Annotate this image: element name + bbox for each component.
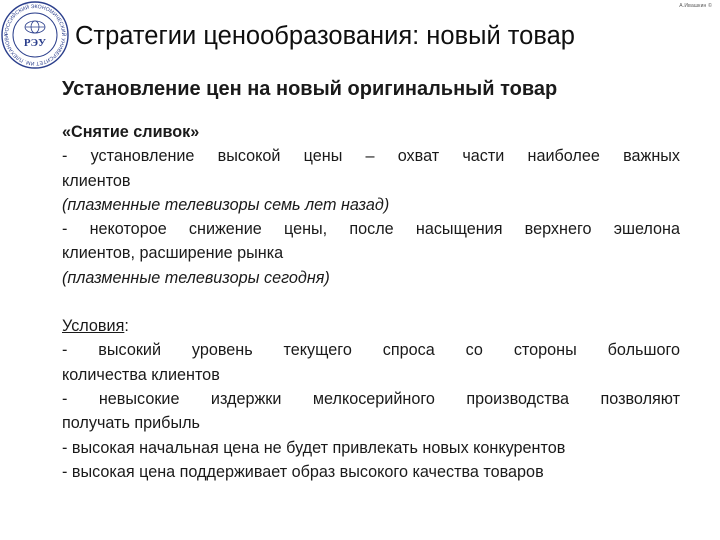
condition-2a: - невысокие издержки мелкосерийного производства позволяют bbox=[62, 389, 680, 408]
logo-initials: РЭУ bbox=[23, 37, 47, 49]
skimming-line-2b: клиентов, расширение рынка bbox=[62, 244, 284, 263]
skimming-note-2: (плазменные телевизоры сегодня) bbox=[62, 268, 330, 287]
globe-icon bbox=[25, 21, 45, 33]
skimming-line-1b: клиентов bbox=[62, 171, 131, 190]
logo-ring-text: РОССИЙСКИЙ ЭКОНОМИЧЕСКИЙ УНИВЕРСИТЕТ ИМ. ПЛЕХАНОВА bbox=[3, 3, 67, 67]
slide-body bbox=[62, 120, 680, 484]
condition-3: - высокая начальная цена не будет привлекать новых конкурентов bbox=[62, 438, 566, 457]
page-title: Стратегии ценообразования: новый товар bbox=[75, 22, 575, 50]
skimming-line-2a: - некоторое снижение цены, после насыщения верхнего эшелона bbox=[62, 220, 680, 239]
condition-4: - высокая цена поддерживает образ высокого качества товаров bbox=[62, 462, 544, 481]
conditions-colon: : bbox=[124, 317, 129, 336]
skimming-note-1: (плазменные телевизоры семь лет назад) bbox=[62, 195, 390, 214]
university-logo bbox=[0, 0, 70, 70]
condition-1b: количества клиентов bbox=[62, 365, 220, 384]
page-subtitle: Установление цен на новый оригинальный товар bbox=[62, 78, 558, 100]
condition-1a: - высокий уровень текущего спроса со стороны большого bbox=[62, 341, 680, 360]
skimming-line-1a: - установление высокой цены – охват части наиболее важных bbox=[62, 147, 680, 166]
author-mark: А.Ивашкин © bbox=[679, 3, 712, 9]
conditions-label: Условия bbox=[62, 317, 125, 336]
skimming-heading: «Снятие сливок» bbox=[62, 123, 200, 141]
condition-2b: получать прибыль bbox=[62, 414, 200, 433]
conditions-heading bbox=[62, 314, 680, 338]
